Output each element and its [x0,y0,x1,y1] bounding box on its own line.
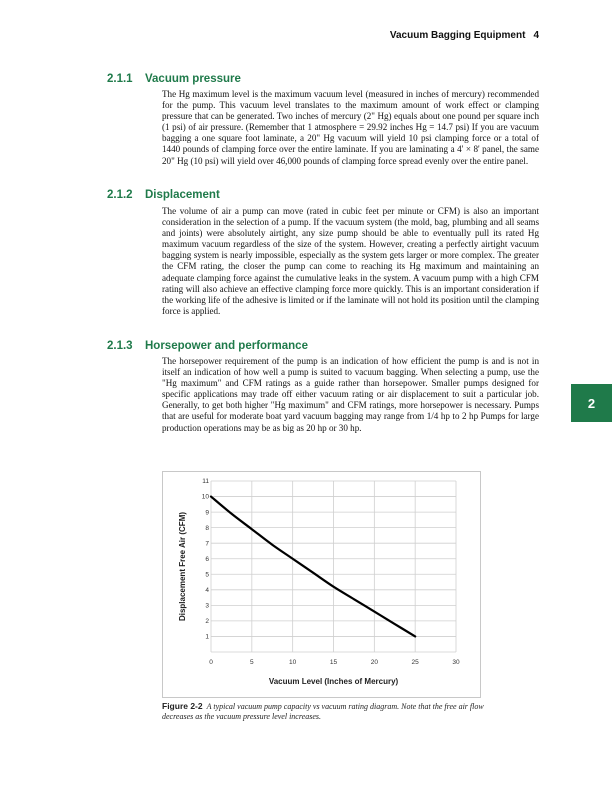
y-tick-labels [202,478,210,640]
section-number: 2.1.2 [107,189,133,201]
x-tick-label: 10 [289,659,297,666]
x-axis-label: Vacuum Level (Inches of Mercury) [268,677,399,686]
chapter-tab: 2 [571,384,612,422]
section-heading-displacement [107,189,220,201]
figure-caption-text: A typical vacuum pump capacity vs vacuum rating diagram. Note that the free air flow decreases as the vacuum pressure level increases. [162,702,484,721]
x-tick-label: 20 [370,659,378,666]
section-title: Vacuum pressure [145,73,241,85]
y-axis-label: Displacement Free Air (CFM) [178,511,187,622]
y-tick-label: 4 [205,587,209,595]
section-title: Displacement [145,189,220,201]
x-tick-label: 0 [209,659,213,666]
y-tick-label: 6 [205,555,209,563]
section-heading-horsepower [107,340,308,352]
x-tick-label: 25 [411,659,419,666]
paragraph-displacement: The volume of air a pump can move (rated in cubic feet per minute or CFM) is also an important consideration in the selection of a pump. If the vacuum system (the mold, bag, plumbing and all seams and joints) were absolutely airtight, any size pump should be able to eventually pull its rated Hg maximum vacuum regardless of the size of the system. However, creating a perfectly airtight vacuum bagging system is nearly impossible, especially as the system gets larger or more complex. The greater the CFM rating, the closer the pump can come to reaching its Hg maximum and maintaining an adequate clamping force against the cumulative leaks in the system. A vacuum pump with a high CFM rating will also achieve an effective clamping force more quickly. This is an important consideration if the working life of the adhesive is limited or if the laminate will not hold its position until the clamping force is applied. [162,206,539,316]
page-number: 4 [533,30,539,41]
running-head-title: Vacuum Bagging Equipment [389,30,526,41]
chart-svg [163,472,480,697]
y-tick-label: 7 [205,540,209,548]
paragraph-vacuum-pressure: The Hg maximum level is the maximum vacuum level (measured in inches of mercury) recommended for the pump. This vacuum level translates to the maximum amount of work effect or clamping pressure that can be generated. Two inches of mercury (2" Hg) equals about one pound per square inch (1 psi) of air pressure. (Remember that 1 atmosphere = 29.92 inches Hg = 14.7 psi) If you are vacuum bagging a one square foot laminate, a 20" Hg vacuum will yield 10 psi clamping force or a total of 1440 pounds of clamping force over the entire laminate. If you are laminating a 4' × 8' panel, the same 20" Hg (10 psi) will yield over 46,000 pounds of clamping force spread evenly over the entire panel. [162,89,539,166]
section-title: Horsepower and performance [145,340,308,352]
x-tick-labels [209,659,460,666]
x-tick-label: 5 [250,659,254,666]
running-head [390,30,539,41]
chart-grid [211,481,456,652]
figure-caption [162,701,492,722]
y-tick-label: 9 [205,509,209,517]
y-tick-label: 1 [205,633,209,641]
figure-label: Figure 2-2 [162,701,203,711]
section-heading-vacuum-pressure [107,73,241,85]
y-tick-label: 8 [205,524,209,532]
x-tick-label: 30 [452,659,460,666]
figure-chart [162,471,481,698]
section-number: 2.1.1 [107,73,133,85]
section-number: 2.1.3 [107,340,133,352]
y-tick-label: 5 [205,571,209,579]
y-tick-label: 11 [202,478,209,486]
y-tick-label: 2 [205,618,209,626]
x-tick-label: 15 [329,659,338,666]
y-tick-label: 10 [201,493,209,501]
y-tick-label: 3 [205,602,209,610]
series-line [211,497,415,637]
paragraph-horsepower: The horsepower requirement of the pump is an indication of how efficient the pump is and is not in itself an indication of how well a pump is suited to vacuum bagging. When selecting a pump, use the "Hg maximum" and CFM ratings as a guide rather than horsepower. Smaller pumps designed for specific applications may trade off either vacuum rating or air displacement to suit a particular job. Generally, to get both higher "Hg maximum" and CFM ratings, more horsepower is necessary. Pumps that are useful for moderate boat yard vacuum bagging may range from 1/4 hp to 2 hp Pumps for large production operations may be as big as 20 hp or 30 hp. [162,356,539,433]
